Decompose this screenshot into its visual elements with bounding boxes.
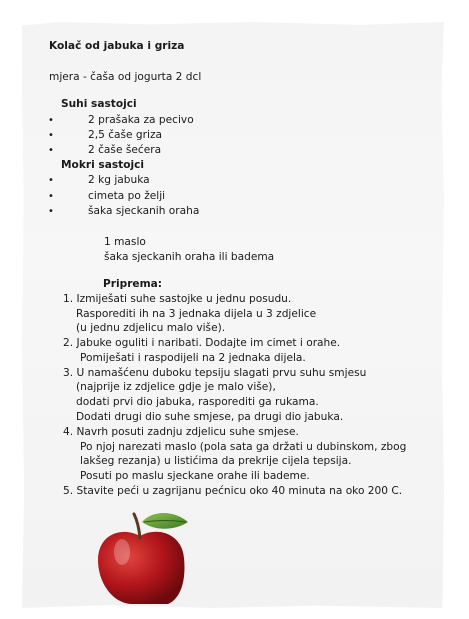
- prep-line: Dodati drugi dio suhe smjese, pa drugi dio jabuka.: [76, 411, 344, 423]
- prep-line: Pomiješati i raspodijeli na 2 jednaka dijela.: [80, 352, 306, 364]
- extra-item: šaka sjeckanih oraha ili badema: [104, 251, 275, 263]
- wet-item: cimeta po želji: [88, 190, 166, 202]
- bullet-icon: •: [48, 206, 54, 217]
- dry-heading: Suhi sastojci: [61, 98, 137, 110]
- wet-item: šaka sjeckanih oraha: [88, 205, 200, 217]
- bullet-icon: •: [48, 175, 54, 186]
- prep-line: Po njoj narezati maslo (pola sata ga držati u dubinskom, zbog: [80, 441, 407, 453]
- prep-line: Rasporediti ih na 3 jednaka dijela u 3 zdjelice: [76, 308, 317, 320]
- prep-line: 4. Navrh posuti zadnju zdjelicu suhe smjese.: [63, 426, 299, 438]
- recipe-title: Kolač od jabuka i griza: [49, 40, 185, 52]
- wet-heading: Mokri sastojci: [61, 159, 145, 171]
- prep-line: Posuti po maslu sjeckane orahe ili bademe.: [80, 470, 310, 482]
- extra-item: 1 maslo: [104, 236, 146, 248]
- prep-line: 5. Stavite peći u zagrijanu pećnicu oko 40 minuta na oko 200 C.: [63, 485, 403, 497]
- apple-icon: [92, 508, 198, 604]
- bullet-icon: •: [48, 130, 54, 141]
- prep-line: dodati prvi dio jabuka, rasporediti ga rukama.: [76, 396, 319, 408]
- prep-heading: Priprema:: [103, 278, 163, 290]
- bullet-icon: •: [48, 115, 54, 126]
- measure-note: mjera - čaša od jogurta 2 dcl: [49, 71, 202, 83]
- bullet-icon: •: [48, 191, 54, 202]
- prep-line: 1. Izmiješati suhe sastojke u jednu posudu.: [63, 293, 292, 305]
- prep-line: (najprije iz zdjelice gdje je malo više),: [76, 381, 276, 393]
- prep-line: (u jednu zdjelicu malo više).: [76, 322, 226, 334]
- bullet-icon: •: [48, 145, 54, 156]
- dry-item: 2 prašaka za pecivo: [88, 114, 194, 126]
- prep-line: 2. Jabuke oguliti i naribati. Dodajte im cimet i orahe.: [63, 337, 341, 349]
- dry-item: 2,5 čaše griza: [88, 129, 163, 141]
- dry-item: 2 čaše šećera: [88, 144, 162, 156]
- prep-line: lakšeg rezanja) u listićima da prekrije cijela tepsija.: [80, 455, 352, 467]
- prep-line: 3. U namašćenu duboku tepsiju slagati prvu suhu smjesu: [63, 367, 367, 379]
- wet-item: 2 kg jabuka: [88, 174, 150, 186]
